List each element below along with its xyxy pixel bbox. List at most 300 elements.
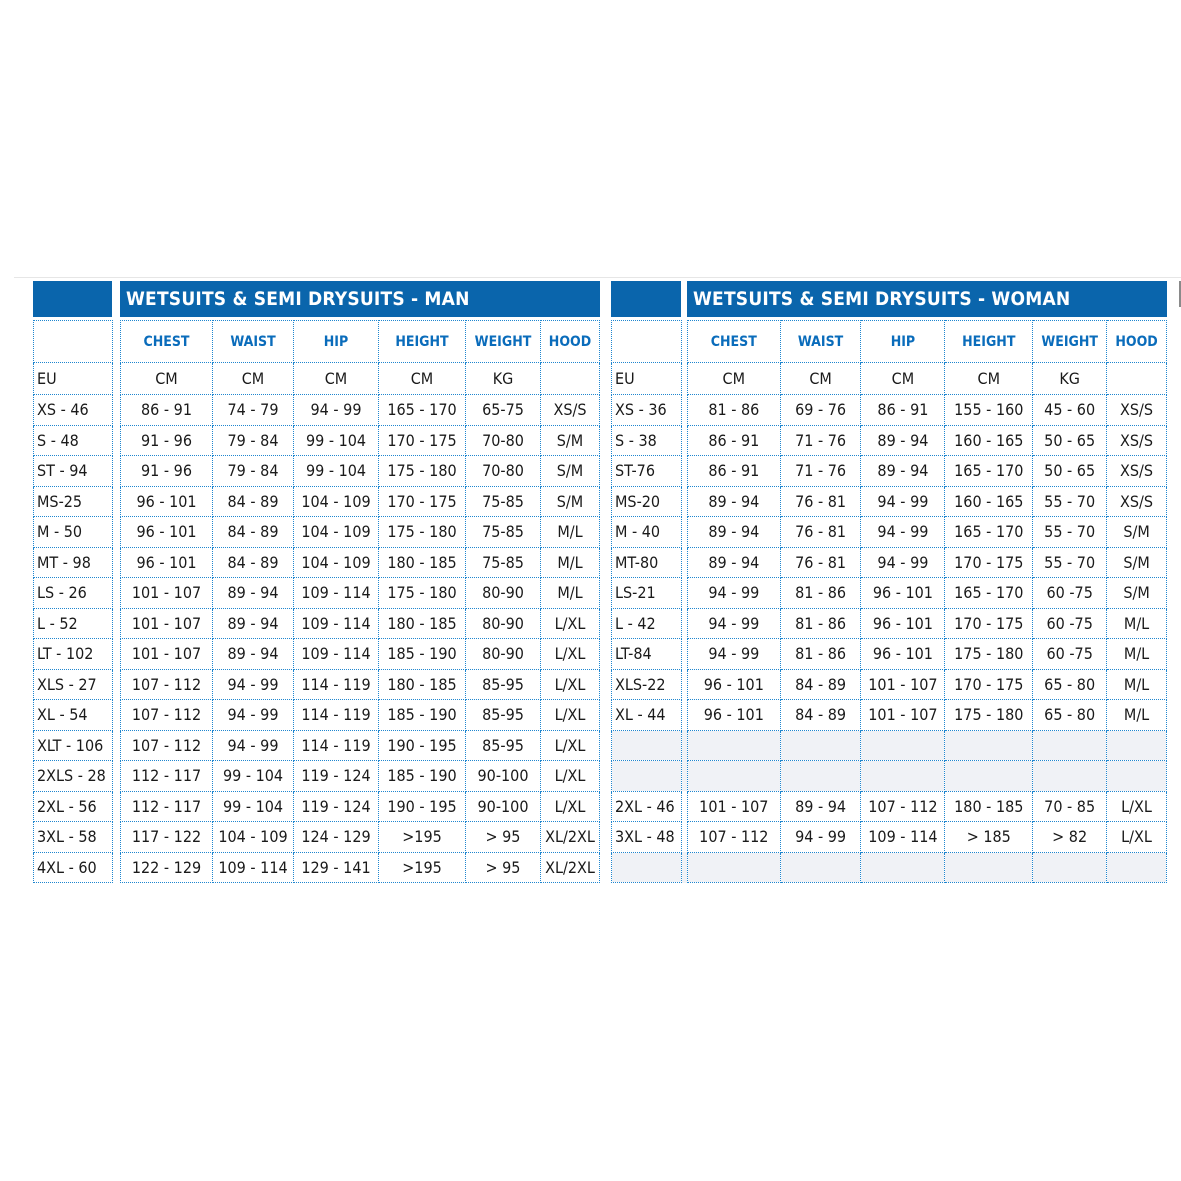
size-label: XLT - 106	[34, 730, 113, 761]
man-chart-title: WETSUITS & SEMI DRYSUITS - MAN	[120, 281, 600, 317]
size-value: L/XL	[541, 730, 600, 761]
table-row	[34, 639, 600, 670]
size-value: 129 - 141	[294, 852, 379, 883]
size-value: 185 - 190	[379, 761, 466, 792]
column-header: HOOD	[541, 321, 600, 363]
column-gap	[113, 456, 121, 487]
table-row	[34, 395, 600, 426]
column-gap	[113, 578, 121, 609]
size-value: 94 - 99	[213, 730, 294, 761]
size-value: 69 - 76	[780, 395, 861, 426]
size-value: 89 - 94	[861, 425, 945, 456]
size-value: 84 - 89	[213, 486, 294, 517]
size-value: 71 - 76	[780, 456, 861, 487]
size-value: 55 - 70	[1033, 517, 1107, 548]
size-value: XS/S	[1107, 486, 1167, 517]
table-row	[34, 669, 600, 700]
size-label: LT-84	[612, 639, 682, 670]
size-value: 101 - 107	[121, 578, 213, 609]
column-header: HIP	[861, 321, 945, 363]
size-value: 85-95	[466, 669, 541, 700]
size-value: 114 - 119	[294, 700, 379, 731]
size-value: > 82	[1033, 822, 1107, 853]
size-value	[1107, 730, 1167, 761]
size-value: 96 - 101	[861, 578, 945, 609]
size-label: S - 38	[612, 425, 682, 456]
size-value: 94 - 99	[687, 639, 780, 670]
size-label: MS-25	[34, 486, 113, 517]
column-gap	[113, 669, 121, 700]
size-value: 85-95	[466, 700, 541, 731]
size-label: MT-80	[612, 547, 682, 578]
size-value: S/M	[1107, 547, 1167, 578]
table-row	[612, 639, 1167, 670]
table-row	[612, 791, 1167, 822]
unit-label: KG	[1033, 363, 1107, 395]
size-label: XLS-22	[612, 669, 682, 700]
table-row	[34, 456, 600, 487]
man-size-chart	[33, 281, 600, 897]
size-label: LT - 102	[34, 639, 113, 670]
size-value: L/XL	[1107, 822, 1167, 853]
size-value: 65 - 80	[1033, 700, 1107, 731]
size-label: MT - 98	[34, 547, 113, 578]
size-header-cell	[612, 321, 682, 363]
size-value: 45 - 60	[1033, 395, 1107, 426]
size-value: 96 - 101	[121, 517, 213, 548]
unit-label: CM	[121, 363, 213, 395]
size-value: 60 -75	[1033, 578, 1107, 609]
size-value: L/XL	[541, 761, 600, 792]
size-value: 89 - 94	[687, 547, 780, 578]
size-value: 55 - 70	[1033, 486, 1107, 517]
size-value: 101 - 107	[861, 700, 945, 731]
size-value: XL/2XL	[541, 822, 600, 853]
size-value: 75-85	[466, 517, 541, 548]
size-label: XS - 36	[612, 395, 682, 426]
size-value: 155 - 160	[945, 395, 1033, 426]
size-value: 65-75	[466, 395, 541, 426]
table-row	[612, 700, 1167, 731]
size-label: S - 48	[34, 425, 113, 456]
size-value: L/XL	[541, 639, 600, 670]
size-label: 2XL - 46	[612, 791, 682, 822]
table-row	[612, 517, 1167, 548]
size-value: L/XL	[541, 669, 600, 700]
table-row	[34, 852, 600, 883]
column-gap	[113, 730, 121, 761]
size-value: S/M	[541, 486, 600, 517]
size-value: XS/S	[1107, 395, 1167, 426]
size-value: 112 - 117	[121, 761, 213, 792]
column-gap	[113, 822, 121, 853]
size-value: 190 - 195	[379, 791, 466, 822]
table-row	[34, 547, 600, 578]
size-value: 170 - 175	[945, 547, 1033, 578]
size-value: 81 - 86	[780, 608, 861, 639]
size-value: > 185	[945, 822, 1033, 853]
column-header: WAIST	[213, 321, 294, 363]
size-value: 104 - 109	[294, 517, 379, 548]
size-system-label: EU	[34, 363, 113, 395]
size-value: 94 - 99	[861, 517, 945, 548]
size-label: M - 50	[34, 517, 113, 548]
size-value: 75-85	[466, 486, 541, 517]
size-label: XL - 54	[34, 700, 113, 731]
size-value: 75-85	[466, 547, 541, 578]
size-value: 180 - 185	[945, 791, 1033, 822]
column-header: CHEST	[121, 321, 213, 363]
size-value: 185 - 190	[379, 700, 466, 731]
size-value: 86 - 91	[687, 425, 780, 456]
size-value: 107 - 112	[121, 669, 213, 700]
size-value	[687, 730, 780, 761]
size-value: 85-95	[466, 730, 541, 761]
man-size-table	[33, 320, 600, 883]
size-value: 165 - 170	[945, 517, 1033, 548]
top-divider-line	[14, 277, 1181, 278]
unit-label	[541, 363, 600, 395]
size-value: 107 - 112	[121, 700, 213, 731]
size-value	[1107, 852, 1167, 883]
size-label: 3XL - 58	[34, 822, 113, 853]
table-row	[612, 608, 1167, 639]
size-value: 101 - 107	[121, 608, 213, 639]
size-label: LS-21	[612, 578, 682, 609]
size-value: 50 - 65	[1033, 425, 1107, 456]
size-value	[780, 852, 861, 883]
size-value: 84 - 89	[780, 669, 861, 700]
size-value: 94 - 99	[294, 395, 379, 426]
table-row	[34, 578, 600, 609]
size-value: 99 - 104	[294, 456, 379, 487]
column-header-row	[34, 321, 600, 363]
size-value	[1033, 761, 1107, 792]
table-row	[612, 456, 1167, 487]
size-value: 89 - 94	[780, 791, 861, 822]
size-value: 109 - 114	[294, 608, 379, 639]
size-value: 109 - 114	[861, 822, 945, 853]
size-value: 76 - 81	[780, 517, 861, 548]
column-header: HIP	[294, 321, 379, 363]
table-row	[34, 761, 600, 792]
size-value: M/L	[541, 578, 600, 609]
size-value: 114 - 119	[294, 669, 379, 700]
column-gap	[113, 363, 121, 395]
size-value: 114 - 119	[294, 730, 379, 761]
column-header-row	[612, 321, 1167, 363]
size-value: 96 - 101	[861, 639, 945, 670]
column-header: CHEST	[687, 321, 780, 363]
size-label: M - 40	[612, 517, 682, 548]
size-value: L/XL	[541, 608, 600, 639]
size-value	[780, 730, 861, 761]
size-value: 84 - 89	[780, 700, 861, 731]
size-value: L/XL	[541, 791, 600, 822]
column-gap	[113, 791, 121, 822]
size-value: 79 - 84	[213, 425, 294, 456]
size-value: 101 - 107	[687, 791, 780, 822]
size-value: 80-90	[466, 639, 541, 670]
column-gap	[113, 486, 121, 517]
size-label	[612, 730, 682, 761]
size-value: 112 - 117	[121, 791, 213, 822]
size-label: ST - 94	[34, 456, 113, 487]
size-value: 170 - 175	[379, 486, 466, 517]
size-value: 94 - 99	[687, 608, 780, 639]
column-gap	[113, 425, 121, 456]
size-value: S/M	[541, 425, 600, 456]
size-value: 86 - 91	[121, 395, 213, 426]
table-row	[34, 486, 600, 517]
size-value: 86 - 91	[687, 456, 780, 487]
size-value: 180 - 185	[379, 547, 466, 578]
size-value	[861, 730, 945, 761]
size-value: 117 - 122	[121, 822, 213, 853]
table-row	[34, 730, 600, 761]
size-value: 96 - 101	[861, 608, 945, 639]
size-value: 90-100	[466, 791, 541, 822]
size-value: 80-90	[466, 578, 541, 609]
size-value: 60 -75	[1033, 608, 1107, 639]
size-value: 80-90	[466, 608, 541, 639]
size-value: 71 - 76	[780, 425, 861, 456]
size-value	[1107, 761, 1167, 792]
table-row	[612, 425, 1167, 456]
size-value: S/M	[1107, 517, 1167, 548]
size-value	[780, 761, 861, 792]
unit-label: CM	[861, 363, 945, 395]
size-value: S/M	[1107, 578, 1167, 609]
size-value: 70-80	[466, 456, 541, 487]
size-value: 180 - 185	[379, 669, 466, 700]
size-label: LS - 26	[34, 578, 113, 609]
column-gap	[113, 321, 121, 363]
size-value: 104 - 109	[294, 486, 379, 517]
column-header: HEIGHT	[379, 321, 466, 363]
column-gap	[113, 608, 121, 639]
size-value	[861, 852, 945, 883]
unit-label	[1107, 363, 1167, 395]
size-value: 109 - 114	[294, 578, 379, 609]
size-value: 124 - 129	[294, 822, 379, 853]
column-gap	[113, 761, 121, 792]
size-value: 101 - 107	[121, 639, 213, 670]
woman-size-table	[611, 320, 1167, 883]
unit-label: CM	[213, 363, 294, 395]
woman-size-chart	[611, 281, 1167, 897]
unit-label: CM	[294, 363, 379, 395]
size-value: 170 - 175	[379, 425, 466, 456]
size-value	[1033, 730, 1107, 761]
size-value: 170 - 175	[945, 669, 1033, 700]
column-header: WEIGHT	[466, 321, 541, 363]
size-value: XS/S	[1107, 425, 1167, 456]
size-column-header-bar	[611, 281, 681, 317]
size-value: XS/S	[541, 395, 600, 426]
size-value: 175 - 180	[379, 456, 466, 487]
size-value: > 95	[466, 822, 541, 853]
size-value: XL/2XL	[541, 852, 600, 883]
size-value	[945, 761, 1033, 792]
table-row	[612, 822, 1167, 853]
size-value: 50 - 65	[1033, 456, 1107, 487]
size-value: 104 - 109	[294, 547, 379, 578]
size-value: M/L	[541, 547, 600, 578]
size-value: 96 - 101	[121, 486, 213, 517]
size-value: 96 - 101	[121, 547, 213, 578]
unit-label: KG	[466, 363, 541, 395]
size-value: 81 - 86	[780, 578, 861, 609]
units-row	[612, 363, 1167, 395]
size-value	[945, 730, 1033, 761]
size-value	[861, 761, 945, 792]
size-system-label: EU	[612, 363, 682, 395]
size-value: 84 - 89	[213, 547, 294, 578]
size-value: 94 - 99	[780, 822, 861, 853]
size-value: 94 - 99	[213, 669, 294, 700]
size-value	[687, 852, 780, 883]
column-gap	[113, 547, 121, 578]
size-label	[612, 852, 682, 883]
size-value: 86 - 91	[861, 395, 945, 426]
size-label: L - 42	[612, 608, 682, 639]
size-value: 94 - 99	[687, 578, 780, 609]
empty-table-row	[612, 761, 1167, 792]
table-row	[34, 822, 600, 853]
size-value: 165 - 170	[945, 578, 1033, 609]
size-label: XS - 46	[34, 395, 113, 426]
size-value: 81 - 86	[687, 395, 780, 426]
size-value: 55 - 70	[1033, 547, 1107, 578]
size-label: L - 52	[34, 608, 113, 639]
size-value: 119 - 124	[294, 791, 379, 822]
size-value: 60 -75	[1033, 639, 1107, 670]
size-value: 160 - 165	[945, 486, 1033, 517]
size-value	[1033, 852, 1107, 883]
size-label: XLS - 27	[34, 669, 113, 700]
size-value: 101 - 107	[861, 669, 945, 700]
unit-label: CM	[945, 363, 1033, 395]
size-value: 96 - 101	[687, 700, 780, 731]
size-value: 79 - 84	[213, 456, 294, 487]
size-value: 185 - 190	[379, 639, 466, 670]
woman-chart-title: WETSUITS & SEMI DRYSUITS - WOMAN	[687, 281, 1167, 317]
size-value: 190 - 195	[379, 730, 466, 761]
table-row	[34, 517, 600, 548]
size-value: M/L	[1107, 639, 1167, 670]
size-value: 160 - 165	[945, 425, 1033, 456]
size-value: 89 - 94	[213, 639, 294, 670]
size-header-cell	[34, 321, 113, 363]
size-value: 91 - 96	[121, 425, 213, 456]
size-label: 2XLS - 28	[34, 761, 113, 792]
size-value: 180 - 185	[379, 608, 466, 639]
table-row	[612, 669, 1167, 700]
size-value: 89 - 94	[213, 578, 294, 609]
size-label: 3XL - 48	[612, 822, 682, 853]
size-value: 99 - 104	[213, 791, 294, 822]
size-value: M/L	[1107, 669, 1167, 700]
size-value: 96 - 101	[687, 669, 780, 700]
column-gap	[113, 852, 121, 883]
size-value: 165 - 170	[945, 456, 1033, 487]
empty-table-row	[612, 730, 1167, 761]
size-value: M/L	[1107, 700, 1167, 731]
column-header: WAIST	[780, 321, 861, 363]
size-label: 2XL - 56	[34, 791, 113, 822]
unit-label: CM	[687, 363, 780, 395]
size-label: XL - 44	[612, 700, 682, 731]
size-value: 94 - 99	[861, 547, 945, 578]
size-value: 65 - 80	[1033, 669, 1107, 700]
size-value: 122 - 129	[121, 852, 213, 883]
size-value: 107 - 112	[861, 791, 945, 822]
table-row	[34, 700, 600, 731]
size-label	[612, 761, 682, 792]
size-value: 119 - 124	[294, 761, 379, 792]
column-gap	[113, 517, 121, 548]
table-row	[34, 791, 600, 822]
size-value: 91 - 96	[121, 456, 213, 487]
column-gap	[113, 700, 121, 731]
size-value: 89 - 94	[687, 486, 780, 517]
size-value: 81 - 86	[780, 639, 861, 670]
size-value: 76 - 81	[780, 547, 861, 578]
size-value: 90-100	[466, 761, 541, 792]
size-value	[687, 761, 780, 792]
size-label: 4XL - 60	[34, 852, 113, 883]
size-value: 107 - 112	[687, 822, 780, 853]
table-row	[612, 486, 1167, 517]
size-value: 89 - 94	[861, 456, 945, 487]
unit-label: CM	[379, 363, 466, 395]
size-value: 165 - 170	[379, 395, 466, 426]
size-value: 175 - 180	[945, 700, 1033, 731]
size-value: 89 - 94	[687, 517, 780, 548]
size-value: L/XL	[541, 700, 600, 731]
size-value	[945, 852, 1033, 883]
size-value: > 95	[466, 852, 541, 883]
size-value: 99 - 104	[213, 761, 294, 792]
size-value: 104 - 109	[213, 822, 294, 853]
size-value: 175 - 180	[945, 639, 1033, 670]
column-header: HOOD	[1107, 321, 1167, 363]
units-row	[34, 363, 600, 395]
table-row	[612, 578, 1167, 609]
column-header: WEIGHT	[1033, 321, 1107, 363]
column-gap	[113, 395, 121, 426]
size-label: ST-76	[612, 456, 682, 487]
size-value: >195	[379, 822, 466, 853]
size-value: 74 - 79	[213, 395, 294, 426]
column-gap	[113, 639, 121, 670]
table-row	[34, 608, 600, 639]
size-value: 84 - 89	[213, 517, 294, 548]
size-value: 109 - 114	[294, 639, 379, 670]
size-value: 175 - 180	[379, 517, 466, 548]
size-value: 76 - 81	[780, 486, 861, 517]
size-value: 107 - 112	[121, 730, 213, 761]
size-value: S/M	[541, 456, 600, 487]
size-value: XS/S	[1107, 456, 1167, 487]
size-value: 170 - 175	[945, 608, 1033, 639]
size-value: 70-80	[466, 425, 541, 456]
size-value: 94 - 99	[861, 486, 945, 517]
size-value: 175 - 180	[379, 578, 466, 609]
size-value: >195	[379, 852, 466, 883]
size-column-header-bar	[33, 281, 112, 317]
